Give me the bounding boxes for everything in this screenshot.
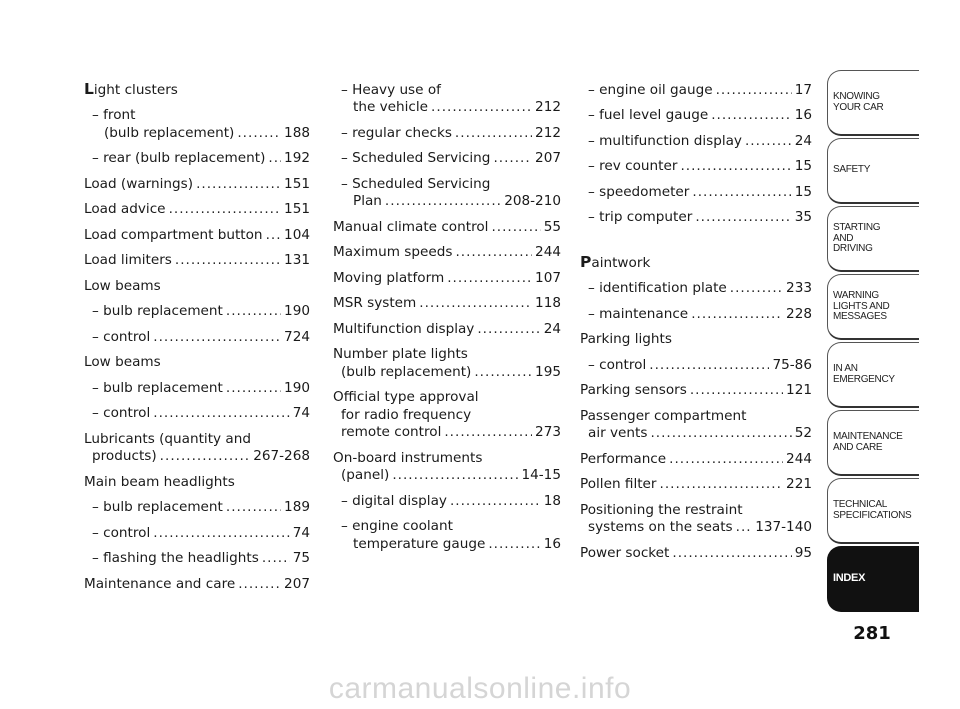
index-entry — [333, 209, 561, 235]
index-entry-page: 24 — [794, 132, 812, 149]
leader-dots — [491, 219, 540, 235]
index-entry — [333, 166, 561, 192]
index-entry-label: temperature gauge — [353, 535, 486, 552]
index-entry — [580, 322, 812, 348]
leader-dots — [455, 244, 532, 260]
index-entry — [84, 566, 310, 592]
section-tab-label: WARNING LIGHTS AND MESSAGES — [833, 290, 890, 322]
leader-dots — [695, 209, 791, 225]
leader-dots — [419, 295, 532, 311]
index-entry-page: 151 — [284, 175, 310, 192]
leader-dots — [692, 184, 791, 200]
section-tab — [827, 206, 919, 272]
index-entry-label: – Scheduled Servicing — [341, 150, 491, 166]
section-tab — [827, 342, 919, 408]
index-entry-page: 52 — [794, 425, 812, 441]
index-entry — [84, 319, 310, 345]
index-entry-label: – maintenance — [588, 305, 689, 322]
index-entry-page: 118 — [535, 295, 561, 311]
index-entry — [580, 98, 812, 124]
leader-dots — [649, 357, 769, 373]
index-entry-label: the vehicle — [353, 99, 429, 115]
index-entry-page: 195 — [535, 363, 561, 380]
index-entry — [580, 296, 812, 322]
index-entry-label: Main beam headlights — [84, 473, 235, 490]
index-entry — [333, 380, 561, 406]
index-entry-label: Number plate lights — [333, 346, 468, 362]
index-entry-page: 151 — [284, 201, 310, 217]
index-entry-page: 724 — [284, 328, 310, 345]
index-entry-page: 212 — [535, 99, 561, 115]
index-entry — [580, 72, 812, 98]
section-tab-label: TECHNICAL SPECIFICATIONS — [833, 499, 912, 521]
index-entry-label: (bulb replacement) — [341, 363, 472, 380]
index-entry-page: 244 — [786, 450, 812, 467]
index-entry-label: – control — [92, 524, 151, 541]
index-entry-label: Light clusters — [84, 79, 178, 98]
index-entry-page: 207 — [535, 150, 561, 166]
leader-dots — [226, 499, 281, 515]
index-entry — [84, 268, 310, 294]
index-entry-label: – front — [92, 107, 136, 123]
index-entry — [84, 541, 310, 567]
index-entry-label: Passenger compartment — [580, 407, 747, 424]
index-entry — [580, 149, 812, 175]
index-entry-page: 75 — [292, 550, 310, 566]
index-spacer — [580, 225, 812, 245]
index-entry — [580, 123, 812, 149]
index-entry-label: systems on the seats — [588, 519, 733, 535]
leader-dots — [650, 425, 791, 441]
leader-dots — [690, 382, 783, 398]
index-entry-label: Paintwork — [580, 252, 651, 271]
index-entry-page: 14-15 — [521, 467, 561, 483]
index-entry-label: – bulb replacement — [92, 303, 223, 319]
index-entry-label: Power socket — [580, 544, 670, 561]
index-entry-page: 273 — [535, 424, 561, 440]
index-entry-label: Performance — [580, 450, 667, 467]
index-entry — [84, 447, 310, 465]
index-entry — [580, 441, 812, 467]
leader-dots — [237, 125, 281, 141]
section-tabs — [827, 70, 919, 614]
index-entry-page: 75-86 — [772, 356, 812, 373]
index-entry — [84, 123, 310, 141]
index-entry-label: Low beams — [84, 277, 161, 294]
section-tab — [827, 70, 919, 136]
index-entry — [84, 464, 310, 490]
index-entry-page: 24 — [543, 320, 561, 337]
index-entry-label: – Heavy use of — [341, 81, 441, 98]
index-entry-page: 74 — [292, 524, 310, 541]
section-tab — [827, 274, 919, 340]
leader-dots — [444, 424, 532, 440]
index-entry — [333, 509, 561, 535]
leader-dots — [474, 364, 532, 380]
leader-dots — [450, 493, 541, 509]
index-entry — [580, 467, 812, 493]
index-entry — [333, 423, 561, 441]
index-entry — [84, 243, 310, 269]
leader-dots — [455, 125, 532, 141]
index-entry-page: 190 — [284, 303, 310, 319]
section-tab-label: KNOWING YOUR CAR — [833, 91, 884, 113]
index-entry — [84, 72, 310, 98]
index-entry — [333, 440, 561, 466]
index-entry-page: 15 — [794, 158, 812, 174]
index-entry-label: – regular checks — [341, 124, 452, 141]
index-entry — [580, 174, 812, 200]
index-entry — [84, 98, 310, 124]
index-entry-page: 18 — [543, 492, 561, 509]
index-entry-label: – trip computer — [588, 209, 693, 225]
leader-dots — [672, 545, 791, 561]
index-entry-label: Moving platform — [333, 269, 445, 286]
index-entry — [580, 245, 812, 271]
index-entry-label: Multifunction display — [333, 320, 475, 337]
index-entry-page: 189 — [284, 499, 310, 515]
leader-dots — [160, 448, 251, 464]
index-entry — [333, 260, 561, 286]
index-entry — [333, 311, 561, 337]
index-entry-label: Pollen filter — [580, 476, 657, 492]
index-entry-label: – Scheduled Servicing — [341, 175, 491, 192]
index-entry-label: On-board instruments — [333, 449, 483, 466]
index-entry-page: 267-268 — [253, 448, 310, 464]
index-entry-label: – control — [92, 405, 151, 421]
leader-dots — [175, 252, 281, 268]
index-entry-label: – speedometer — [588, 183, 690, 200]
index-entry-label: Lubricants (quantity and — [84, 430, 251, 447]
index-entry-page: 55 — [543, 218, 561, 235]
index-entry — [580, 271, 812, 297]
index-entry-page: 192 — [284, 150, 310, 166]
section-tab-label: IN AN EMERGENCY — [833, 363, 895, 385]
index-entry-label: – digital display — [341, 492, 447, 509]
index-entry-label: – flashing the headlights — [92, 550, 259, 566]
leader-dots — [669, 451, 783, 467]
index-entry-page: 221 — [786, 476, 812, 492]
index-entry-label: Load advice — [84, 201, 166, 217]
index-entry-label: air vents — [588, 425, 648, 441]
index-entry-page: 121 — [786, 382, 812, 398]
leader-dots — [392, 467, 518, 483]
section-tab-label: STARTING AND DRIVING — [833, 222, 881, 254]
index-entry — [333, 534, 561, 552]
index-entry — [333, 337, 561, 363]
index-entry-page: 212 — [535, 124, 561, 141]
index-entry — [333, 362, 561, 380]
index-entry-page: 74 — [292, 405, 310, 421]
leader-dots — [266, 227, 281, 243]
index-entry-label: – fuel level gauge — [588, 107, 709, 123]
section-tab — [827, 546, 919, 612]
index-entry-label: – multifunction display — [588, 132, 742, 149]
section-tab-label: SAFETY — [833, 164, 871, 175]
index-entry — [580, 373, 812, 399]
leader-dots — [153, 405, 289, 421]
leader-dots — [493, 150, 532, 166]
leader-dots — [268, 150, 281, 166]
index-entry-label: – rear (bulb replacement) — [92, 150, 266, 166]
index-entry-label: Maintenance and care — [84, 575, 236, 592]
index-entry-label: – control — [588, 356, 647, 373]
page-number: 281 — [853, 623, 891, 644]
index-entry-page: 131 — [284, 252, 310, 268]
index-entry — [580, 424, 812, 442]
index-entry-page: 208-210 — [504, 193, 561, 209]
leader-dots — [226, 380, 281, 396]
index-entry — [333, 286, 561, 312]
index-entry — [580, 535, 812, 561]
index-column-3 — [580, 72, 812, 561]
index-entry-page: 107 — [535, 269, 561, 286]
index-entry — [84, 345, 310, 371]
index-column-1 — [84, 72, 310, 592]
index-entry-label: remote control — [341, 424, 442, 440]
index-entry — [84, 421, 310, 447]
index-entry-label: Parking lights — [580, 331, 672, 347]
index-entry — [333, 141, 561, 167]
index-entry-page: 17 — [794, 81, 812, 98]
leader-dots — [169, 201, 281, 217]
index-entry-page: 15 — [794, 183, 812, 200]
index-entry — [333, 115, 561, 141]
leader-dots — [680, 158, 791, 174]
index-entry-label: Load (warnings) — [84, 175, 194, 192]
index-entry-label: Low beams — [84, 354, 161, 370]
index-entry-label: – engine oil gauge — [588, 81, 713, 98]
index-entry-label: Parking sensors — [580, 382, 687, 398]
index-entry-page: 228 — [786, 305, 812, 322]
index-entry — [84, 166, 310, 192]
leader-dots — [262, 550, 290, 566]
index-entry-label: (panel) — [341, 467, 390, 483]
index-entry-label: – bulb replacement — [92, 499, 223, 515]
index-column-2 — [333, 72, 561, 552]
index-entry-page: 35 — [794, 209, 812, 225]
index-entry — [333, 405, 561, 423]
leader-dots — [730, 280, 783, 296]
leader-dots — [691, 306, 783, 322]
index-entry-label: Positioning the restraint — [580, 501, 743, 518]
index-entry — [84, 370, 310, 396]
section-tab — [827, 478, 919, 544]
index-entry-page: 137-140 — [755, 519, 812, 535]
index-entry — [84, 515, 310, 541]
watermark: carmanualsonline.info — [328, 672, 632, 705]
index-entry-page: 95 — [794, 544, 812, 561]
index-entry-page: 233 — [786, 280, 812, 296]
index-entry-label: Maximum speeds — [333, 244, 453, 260]
leader-dots — [226, 303, 281, 319]
index-entry-label: for radio frequency — [341, 406, 472, 423]
index-entry-label: – control — [92, 328, 151, 345]
index-entry-label: MSR system — [333, 295, 417, 311]
index-entry — [84, 396, 310, 422]
index-entry — [84, 141, 310, 167]
index-entry — [333, 466, 561, 484]
section-tab-label: MAINTENANCE AND CARE — [833, 431, 903, 453]
index-entry-page: 104 — [284, 226, 310, 243]
index-entry-label: – rev counter — [588, 158, 678, 174]
index-entry — [333, 483, 561, 509]
leader-dots — [660, 476, 784, 492]
index-entry — [333, 192, 561, 210]
index-entry-page: 244 — [535, 244, 561, 260]
index-entry-label: products) — [92, 448, 157, 464]
index-entry — [333, 98, 561, 116]
index-entry — [580, 398, 812, 424]
index-entry — [84, 217, 310, 243]
leader-dots — [736, 519, 753, 535]
leader-dots — [196, 176, 281, 192]
leader-dots — [488, 536, 540, 552]
leader-dots — [238, 576, 281, 592]
index-entry-page: 188 — [284, 124, 310, 141]
index-entry-label: Official type approval — [333, 389, 479, 405]
index-entry — [580, 518, 812, 536]
index-entry-label: – bulb replacement — [92, 379, 223, 396]
leader-dots — [716, 82, 792, 98]
index-entry-label: Plan — [353, 193, 382, 209]
index-entry-page: 16 — [543, 535, 561, 552]
index-entry-label: (bulb replacement) — [104, 124, 235, 141]
index-entry-label: – engine coolant — [341, 518, 453, 534]
index-entry-page: 190 — [284, 379, 310, 396]
index-entry — [333, 235, 561, 261]
index-entry-page: 16 — [794, 107, 812, 123]
leader-dots — [153, 329, 281, 345]
index-entry — [580, 200, 812, 226]
index-entry — [333, 72, 561, 98]
leader-dots — [153, 525, 289, 541]
index-entry-label: Manual climate control — [333, 218, 489, 235]
index-entry-label: – identification plate — [588, 280, 727, 296]
section-tab — [827, 410, 919, 476]
leader-dots — [385, 193, 501, 209]
leader-dots — [431, 99, 532, 115]
index-entry — [580, 492, 812, 518]
leader-dots — [477, 321, 540, 337]
index-entry — [580, 347, 812, 373]
leader-dots — [711, 107, 791, 123]
leader-dots — [745, 133, 792, 149]
section-tab-label: INDEX — [833, 572, 866, 584]
index-entry-page: 207 — [284, 575, 310, 592]
index-entry — [84, 192, 310, 218]
index-entry-label: Load limiters — [84, 252, 172, 268]
index-entry-label: Load compartment button — [84, 226, 263, 243]
index-entry — [84, 490, 310, 516]
section-tab — [827, 138, 919, 204]
leader-dots — [447, 270, 532, 286]
index-entry — [84, 294, 310, 320]
